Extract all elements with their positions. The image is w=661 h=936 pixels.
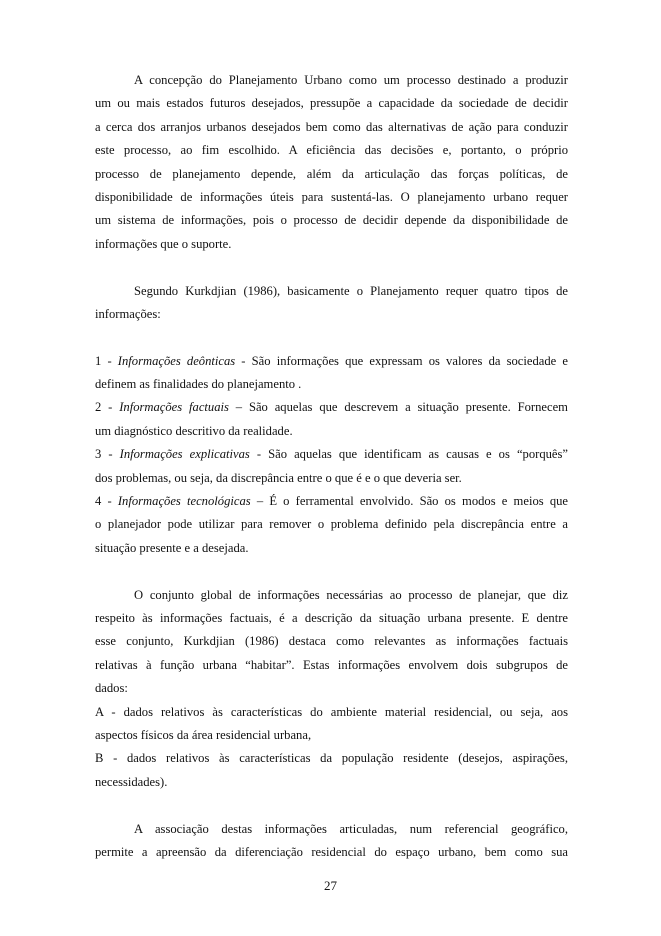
document-body (95, 69, 568, 864)
list-item-number: 3 - (95, 447, 120, 462)
text-line: necessidades). (95, 774, 168, 789)
text-line: B - dados relativos às características da população residente (desejos, aspirações, (95, 751, 568, 766)
information-types-list (95, 350, 568, 561)
text-line: relativas à função urbana “habitar”. Estas informações envolvem dois subgrupos de (95, 657, 568, 672)
page-number: 27 (324, 878, 337, 893)
paragraph-gap (95, 560, 568, 583)
text-line: situação presente e a desejada. (95, 540, 249, 555)
list-item-description: São informações que expressam os valores da sociedade e (251, 353, 568, 368)
list-item-term: Informações tecnológicas (117, 494, 251, 509)
text-line: permite a apreensão da diferenciação residencial do espaço urbano, bem como sua (95, 844, 568, 859)
text-line: informações: (95, 306, 161, 321)
list-item-explanatory (95, 443, 568, 466)
text-line: o planejador pode utilizar para remover o problema definido pela discrepância entre a (95, 517, 568, 532)
list-item-term: Informações explicativas (119, 447, 250, 462)
text-line: definem as finalidades do planejamento . (95, 377, 302, 392)
list-item-description: – São aquelas que descrevem a situação presente. Fornecem (228, 400, 568, 415)
text-line: processo de planejamento depende, além da articulação das forças políticas, de (95, 166, 568, 181)
text-line: aspectos físicos da área residencial urbana, (95, 727, 312, 742)
list-item-description: – É o ferramental envolvido. São os modos e meios que (250, 494, 568, 509)
list-item-technological (95, 490, 568, 513)
text-line: respeito às informações factuais, é a descrição da situação urbana presente. E dentre (95, 610, 568, 625)
paragraph-gap (95, 256, 568, 279)
paragraph-kurkdjian-intro (95, 280, 568, 327)
text-line: esse conjunto, Kurkdjian (1986) destaca como relevantes as informações factuais (95, 634, 568, 649)
text-line: O conjunto global de informações necessárias ao processo de planejar, que diz (134, 587, 568, 602)
paragraph-gap (95, 794, 568, 817)
paragraph-planning-concept (95, 69, 568, 256)
paragraph-gap (95, 326, 568, 349)
text-line: informações que o suporte. (95, 236, 232, 251)
list-item-description: - São aquelas que identificam as causas e os “porquês” (249, 447, 568, 462)
text-line: A concepção do Planejamento Urbano como um processo destinado a produzir (134, 73, 568, 87)
list-item-term: Informações deônticas - (117, 353, 252, 368)
text-line: um ou mais estados futuros desejados, pressupõe a capacidade da sociedade de decidir (95, 96, 568, 111)
text-line: Segundo Kurkdjian (1986), basicamente o Planejamento requer quatro tipos de (134, 283, 568, 298)
list-item-term: Informações factuais (119, 400, 229, 415)
text-line: dados: (95, 681, 128, 696)
text-line: um sistema de informações, pois o processo de decidir depende da disponibilidade de (95, 213, 568, 228)
text-line: este processo, ao fim escolhido. A eficiência das decisões e, portanto, o próprio (95, 143, 568, 158)
paragraph-association (95, 818, 568, 865)
paragraph-global-information (95, 584, 568, 795)
text-line: disponibilidade de informações úteis para sustentá-las. O planejamento urbano requer (95, 189, 568, 204)
list-item-number: 2 - (95, 400, 120, 415)
text-line: a cerca dos arranjos urbanos desejados bem como das alternativas de ação para conduzir (95, 119, 568, 134)
text-line: A - dados relativos às características do ambiente material residencial, ou seja, aos (95, 704, 568, 719)
list-item-factual (95, 396, 568, 419)
list-item-deontic (95, 350, 568, 373)
text-line: A associação destas informações articuladas, num referencial geográfico, (134, 821, 568, 836)
text-line: um diagnóstico descritivo da realidade. (95, 423, 293, 438)
list-item-number: 4 - (95, 494, 118, 509)
list-item-number: 1 - (95, 353, 118, 368)
text-line: dos problemas, ou seja, da discrepância entre o que é e o que deveria ser. (95, 470, 462, 485)
